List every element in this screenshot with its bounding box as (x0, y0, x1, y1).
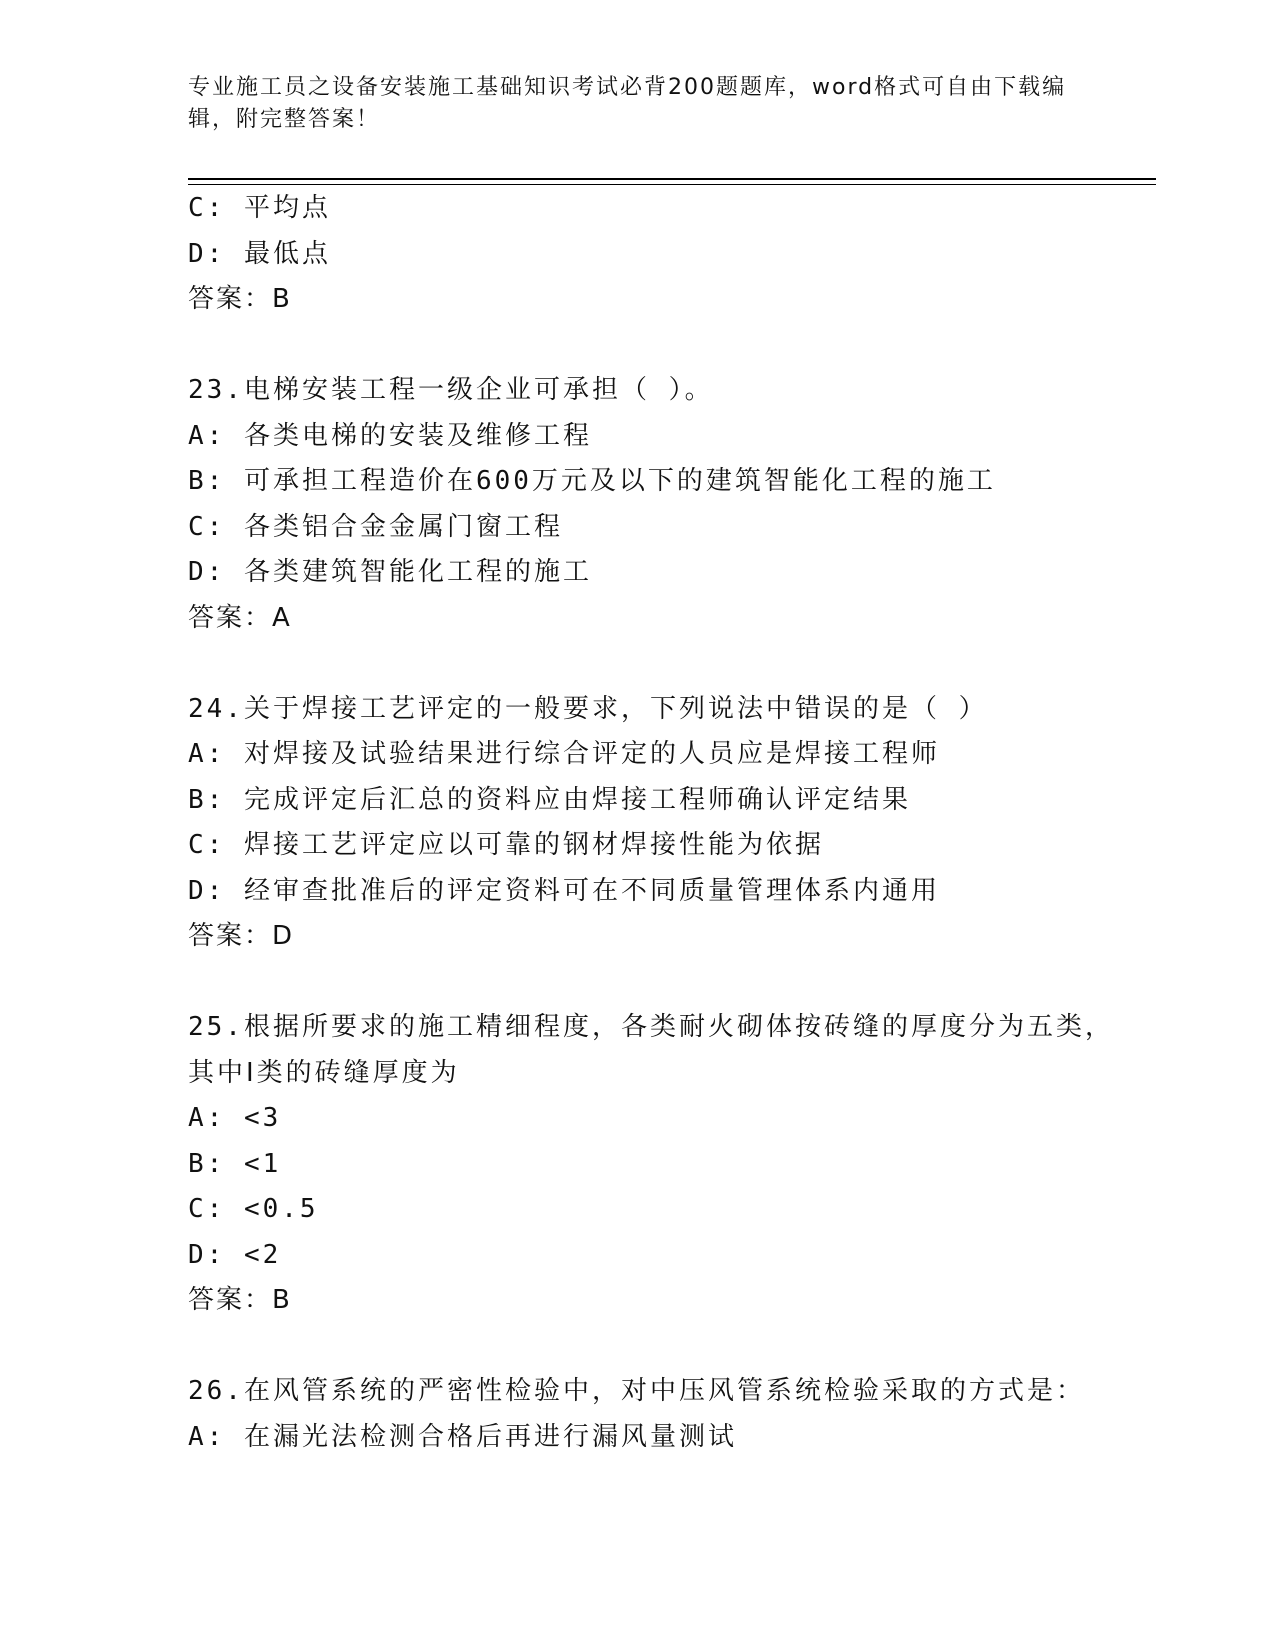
option-d: D: 最低点 (188, 238, 331, 269)
option-b: B: 完成评定后汇总的资料应由焊接工程师确认评定结果 (188, 784, 911, 815)
option-a: A: 各类电梯的安装及维修工程 (188, 420, 592, 451)
document-header: 专业施工员之设备安装施工基础知识考试必背200题题库，word格式可自由下载编辑，附完整答案！ (188, 75, 1067, 132)
spacer (188, 960, 1118, 1006)
answer-line: 答案：B (188, 284, 292, 314)
header-divider-thick (188, 178, 1156, 180)
option-d: D: 经审查批准后的评定资料可在不同质量管理体系内通用 (188, 875, 940, 906)
option-c: C: <0.5 (188, 1194, 319, 1224)
question-stem: 24.关于焊接工艺评定的一般要求，下列说法中错误的是（ ） (188, 693, 988, 724)
spacer (188, 641, 1118, 687)
option-c: C: 平均点 (188, 193, 331, 223)
option-c: C: 焊接工艺评定应以可靠的钢材焊接性能为依据 (188, 830, 824, 860)
option-d: D: 各类建筑智能化工程的施工 (188, 557, 592, 587)
option-a: A: <3 (188, 1103, 282, 1133)
question-content (188, 186, 1118, 1460)
answer-line: 答案：A (188, 602, 292, 633)
option-b: B: 可承担工程造价在600万元及以下的建筑智能化工程的施工 (188, 466, 996, 496)
answer-line: 答案：D (188, 921, 295, 951)
option-a: A: 对焊接及试验结果进行综合评定的人员应是焊接工程师 (188, 739, 940, 769)
option-c: C: 各类铝合金金属门窗工程 (188, 511, 563, 542)
header-divider-thin (188, 184, 1156, 185)
question-stem: 25.根据所要求的施工精细程度，各类耐火砌体按砖缝的厚度分为五类，其中Ⅰ类的砖缝厚度为 (188, 1012, 1114, 1088)
question-stem: 26.在风管系统的严密性检验中，对中压风管系统检验采取的方式是： (188, 1376, 1085, 1406)
option-b: B: <1 (188, 1148, 282, 1179)
option-d: D: <2 (188, 1239, 282, 1270)
question-stem: 23.电梯安装工程一级企业可承担（ ）。 (188, 375, 714, 405)
spacer (188, 1324, 1118, 1370)
spacer (188, 323, 1118, 369)
answer-line: 答案：B (188, 1285, 292, 1315)
option-a: A: 在漏光法检测合格后再进行漏风量测试 (188, 1421, 737, 1452)
